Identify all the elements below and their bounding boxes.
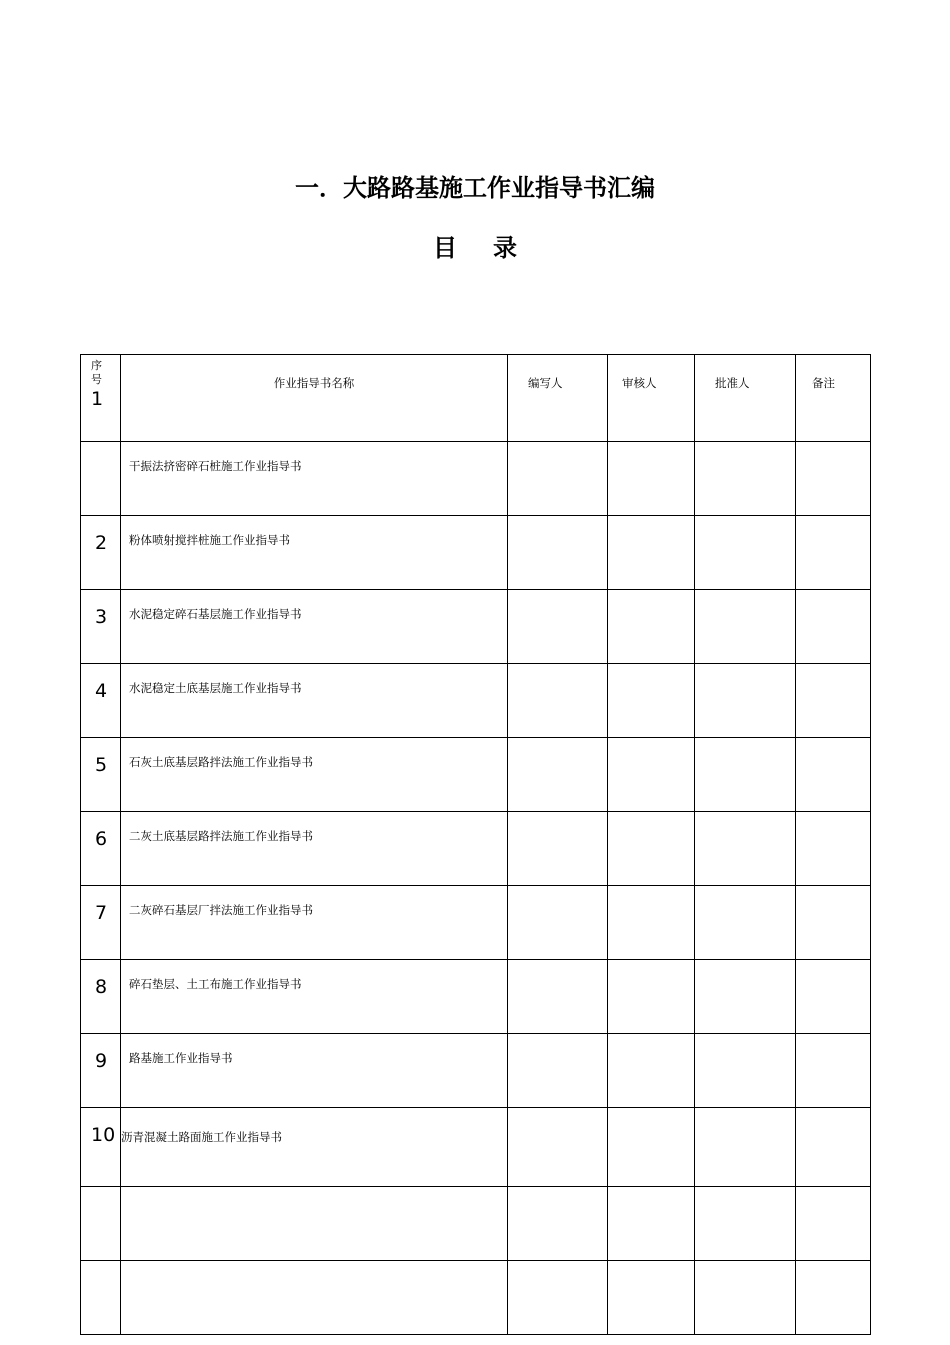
table-row (81, 1261, 871, 1335)
writer-cell (508, 960, 608, 1034)
writer-cell (508, 1108, 608, 1187)
remark-cell (796, 516, 871, 590)
guide-name-cell: 水泥稳定碎石基层施工作业指导书 (121, 590, 508, 664)
approver-cell (695, 1108, 796, 1187)
table-row (81, 960, 871, 1034)
guide-name-cell: 石灰土底基层路拌法施工作业指导书 (121, 738, 508, 812)
guide-name-cell: 水泥稳定土底基层施工作业指导书 (121, 664, 508, 738)
remark-cell (796, 960, 871, 1034)
reviewer-header: 审核人 (608, 355, 695, 442)
seq-header (81, 355, 121, 442)
toc-heading-char-1: 目 (433, 234, 457, 262)
writer-cell (508, 1261, 608, 1335)
writer-cell (508, 664, 608, 738)
writer-cell (508, 1187, 608, 1261)
name-header: 作业指导书名称 (121, 355, 508, 442)
approver-cell (695, 738, 796, 812)
seq-cell (81, 1187, 121, 1261)
table-header-row (81, 355, 871, 442)
approver-cell (695, 1187, 796, 1261)
seq-number-1: 1 (91, 388, 104, 410)
seq-cell: 5 (81, 738, 121, 812)
table-row (81, 738, 871, 812)
reviewer-cell (608, 812, 695, 886)
reviewer-cell (608, 1108, 695, 1187)
reviewer-cell (608, 590, 695, 664)
seq-cell (81, 442, 121, 516)
reviewer-cell (608, 886, 695, 960)
guide-name-cell: 沥青混凝土路面施工作业指导书 (121, 1108, 508, 1187)
writer-header: 编写人 (508, 355, 608, 442)
seq-cell: 4 (81, 664, 121, 738)
remark-cell (796, 1261, 871, 1335)
remark-cell (796, 812, 871, 886)
toc-table (80, 354, 871, 1335)
reviewer-cell (608, 664, 695, 738)
table-row (81, 1034, 871, 1108)
document-title: 一．大路路基施工作业指导书汇编 (295, 174, 655, 202)
table-row (81, 812, 871, 886)
approver-cell (695, 516, 796, 590)
guide-name-cell: 二灰土底基层路拌法施工作业指导书 (121, 812, 508, 886)
writer-cell (508, 886, 608, 960)
seq-cell: 7 (81, 886, 121, 960)
reviewer-cell (608, 1261, 695, 1335)
table-row (81, 590, 871, 664)
table-row (81, 1187, 871, 1261)
writer-cell (508, 1034, 608, 1108)
writer-cell (508, 590, 608, 664)
seq-cell: 6 (81, 812, 121, 886)
remark-cell (796, 442, 871, 516)
guide-name-cell: 二灰碎石基层厂拌法施工作业指导书 (121, 886, 508, 960)
seq-header-label-2: 号 (91, 373, 102, 386)
remark-cell (796, 1187, 871, 1261)
writer-cell (508, 516, 608, 590)
writer-cell (508, 442, 608, 516)
remark-cell (796, 1034, 871, 1108)
approver-cell (695, 664, 796, 738)
seq-cell: 8 (81, 960, 121, 1034)
reviewer-cell (608, 738, 695, 812)
remark-cell (796, 738, 871, 812)
table-row (81, 516, 871, 590)
remark-header: 备注 (796, 355, 871, 442)
table-row (81, 442, 871, 516)
guide-name-cell (121, 1261, 508, 1335)
seq-cell: 9 (81, 1034, 121, 1108)
remark-cell (796, 664, 871, 738)
guide-name-cell: 碎石垫层、土工布施工作业指导书 (121, 960, 508, 1034)
approver-cell (695, 812, 796, 886)
table-row (81, 664, 871, 738)
reviewer-cell (608, 960, 695, 1034)
seq-cell: 10 (81, 1108, 121, 1187)
seq-cell: 2 (81, 516, 121, 590)
reviewer-cell (608, 1034, 695, 1108)
reviewer-cell (608, 516, 695, 590)
remark-cell (796, 886, 871, 960)
guide-name-cell (121, 1187, 508, 1261)
approver-cell (695, 960, 796, 1034)
toc-heading-char-2: 录 (493, 234, 517, 262)
approver-cell (695, 1261, 796, 1335)
seq-cell: 3 (81, 590, 121, 664)
remark-cell (796, 590, 871, 664)
approver-cell (695, 442, 796, 516)
guide-name-cell: 路基施工作业指导书 (121, 1034, 508, 1108)
approver-cell (695, 886, 796, 960)
toc-heading (0, 228, 950, 263)
writer-cell (508, 812, 608, 886)
approver-cell (695, 590, 796, 664)
guide-name-cell: 粉体喷射搅拌桩施工作业指导书 (121, 516, 508, 590)
table-row (81, 1108, 871, 1187)
remark-cell (796, 1108, 871, 1187)
seq-cell (81, 1261, 121, 1335)
approver-cell (695, 1034, 796, 1108)
table-row (81, 886, 871, 960)
reviewer-cell (608, 1187, 695, 1261)
guide-name-cell: 干振法挤密碎石桩施工作业指导书 (121, 442, 508, 516)
reviewer-cell (608, 442, 695, 516)
approver-header: 批准人 (695, 355, 796, 442)
writer-cell (508, 738, 608, 812)
seq-header-label-1: 序 (91, 359, 102, 372)
